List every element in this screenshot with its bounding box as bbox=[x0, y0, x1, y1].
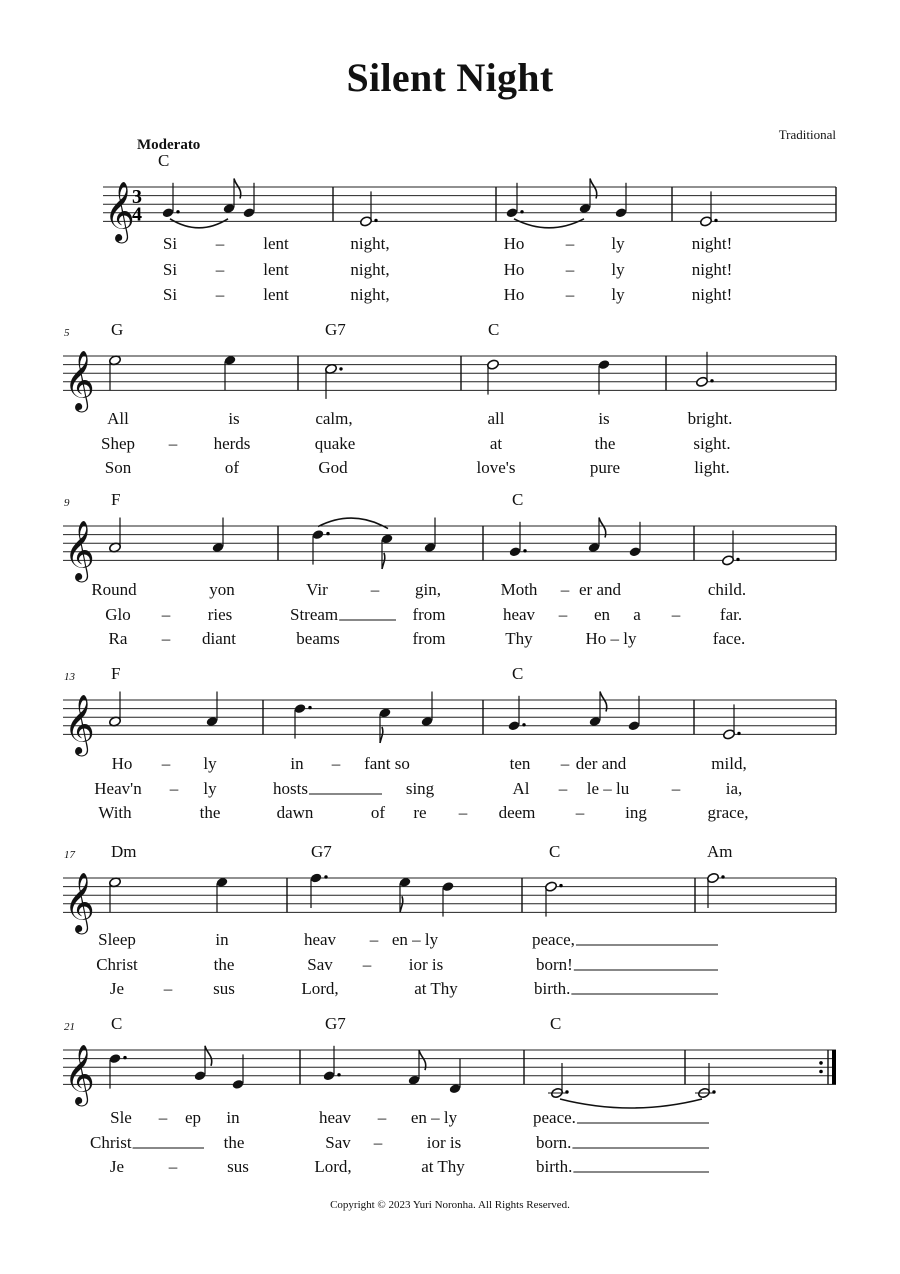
chord-symbol: F bbox=[111, 664, 121, 683]
half-note bbox=[109, 877, 122, 913]
eighth-note bbox=[589, 692, 607, 728]
lyric-line-verse-2 bbox=[94, 779, 742, 798]
lyric-syllable: Round bbox=[91, 580, 137, 599]
lyric-hyphen: – bbox=[161, 629, 171, 648]
lyric-syllable: peace. bbox=[533, 1108, 576, 1127]
lyric-syllable: ly bbox=[203, 779, 217, 798]
lyric-hyphen: – bbox=[565, 260, 575, 279]
quarter-note bbox=[310, 872, 328, 908]
lyric-syllable: lent bbox=[263, 285, 289, 304]
quarter-note bbox=[216, 877, 229, 913]
lyric-hyphen: – bbox=[558, 605, 568, 624]
half-note bbox=[722, 530, 740, 566]
augmentation-dot bbox=[523, 549, 526, 552]
lyric-hyphen: – bbox=[560, 754, 570, 773]
lyric-syllable: Si bbox=[162, 234, 178, 253]
treble-clef-icon: 𝄞 bbox=[64, 872, 95, 933]
lyric-hyphen: – bbox=[331, 754, 341, 773]
half-note bbox=[548, 1063, 569, 1099]
lyric-syllable: pure bbox=[589, 458, 621, 477]
chord-symbol: C bbox=[550, 1014, 562, 1033]
eighth-note bbox=[408, 1050, 426, 1086]
half-note bbox=[109, 692, 122, 728]
lyric-syllable: birth. bbox=[534, 979, 571, 998]
lyric-syllable: the bbox=[594, 434, 616, 453]
lyric-syllable: en bbox=[593, 605, 611, 624]
chord-symbol: G7 bbox=[325, 320, 346, 339]
quarter-note bbox=[628, 696, 641, 732]
lyric-syllable: Ho bbox=[503, 260, 525, 279]
lyric-syllable: a bbox=[633, 605, 641, 624]
staff-system bbox=[103, 151, 836, 304]
lyric-hyphen: – bbox=[163, 979, 173, 998]
measure-number: 21 bbox=[64, 1021, 75, 1033]
staff-system bbox=[63, 664, 836, 822]
augmentation-dot bbox=[374, 219, 377, 222]
lyric-syllable: the bbox=[199, 803, 221, 822]
lyric-line-verse-1 bbox=[110, 1108, 709, 1127]
eighth-note bbox=[381, 533, 394, 569]
lyric-syllable: Ho bbox=[503, 234, 525, 253]
lyric-syllable: at Thy bbox=[414, 979, 458, 998]
lyric-hyphen: – bbox=[565, 234, 575, 253]
lyric-syllable: ing bbox=[625, 803, 647, 822]
lyric-syllable: Ra bbox=[108, 629, 128, 648]
quarter-note bbox=[232, 1054, 245, 1090]
treble-clef-icon: 𝄞 bbox=[104, 181, 135, 242]
measure-number: 9 bbox=[64, 497, 70, 509]
quarter-note bbox=[508, 696, 526, 732]
lyric-syllable: mild, bbox=[711, 754, 747, 773]
lyric-hyphen: – bbox=[168, 434, 178, 453]
lyric-hyphen: – bbox=[558, 779, 568, 798]
lyric-line-verse-1 bbox=[91, 580, 746, 599]
lyric-line-verse-3 bbox=[110, 979, 718, 998]
chord-symbol: C bbox=[512, 664, 524, 683]
lyric-syllable: Heav'n bbox=[94, 779, 142, 798]
lyric-syllable: Glo bbox=[105, 605, 131, 624]
augmentation-dot bbox=[324, 875, 327, 878]
half-note bbox=[360, 191, 378, 227]
lyric-hyphen: – bbox=[168, 1157, 178, 1176]
lyric-syllable: at bbox=[489, 434, 503, 453]
lyric-syllable: Ho bbox=[503, 285, 525, 304]
lyric-hyphen: – bbox=[215, 260, 225, 279]
augmentation-dot bbox=[176, 210, 179, 213]
lyric-line-verse-3 bbox=[98, 803, 748, 822]
half-note bbox=[109, 518, 122, 554]
lyric-syllable: birth. bbox=[536, 1157, 573, 1176]
composer-credit: Traditional bbox=[778, 127, 836, 142]
lyric-syllable: Je bbox=[109, 979, 125, 998]
quarter-note bbox=[421, 692, 434, 728]
lyric-syllable: le – lu bbox=[586, 779, 630, 798]
quarter-note bbox=[615, 183, 628, 219]
lyric-syllable: Ho bbox=[111, 754, 133, 773]
slur bbox=[170, 219, 228, 228]
quarter-note bbox=[243, 183, 256, 219]
lyric-hyphen: – bbox=[169, 779, 179, 798]
quarter-note bbox=[424, 518, 437, 554]
eighth-note bbox=[588, 518, 606, 554]
quarter-note bbox=[323, 1046, 341, 1082]
lyric-hyphen: – bbox=[565, 285, 575, 304]
lyric-hyphen: – bbox=[215, 285, 225, 304]
augmentation-dot bbox=[522, 723, 525, 726]
augmentation-dot bbox=[326, 532, 329, 535]
eighth-note bbox=[223, 179, 241, 215]
treble-clef-icon: 𝄞 bbox=[64, 694, 95, 755]
lyric-line-verse-2 bbox=[96, 955, 718, 974]
lyric-hyphen: – bbox=[575, 803, 585, 822]
lyric-syllable: Thy bbox=[505, 629, 533, 648]
chord-symbol: G7 bbox=[311, 842, 332, 861]
chord-symbol: C bbox=[512, 490, 524, 509]
lyric-syllable: er and bbox=[578, 580, 622, 599]
time-signature-bottom: 4 bbox=[132, 203, 142, 226]
lyric-syllable: Je bbox=[109, 1157, 125, 1176]
lyric-syllable: at Thy bbox=[421, 1157, 465, 1176]
chord-symbol: Dm bbox=[111, 842, 137, 861]
lyric-line-verse-3 bbox=[105, 458, 730, 477]
half-note bbox=[695, 1063, 716, 1099]
lyric-syllable: ly bbox=[611, 260, 625, 279]
lyric-syllable: is bbox=[598, 409, 610, 428]
lyric-syllable: Stream bbox=[290, 605, 339, 624]
lyric-line-verse-3 bbox=[110, 1157, 709, 1176]
lyric-line-verse-1 bbox=[98, 930, 718, 949]
lyric-syllable: hosts bbox=[273, 779, 308, 798]
lyric-line-verse-1 bbox=[107, 409, 732, 428]
augmentation-dot bbox=[736, 558, 739, 561]
lyric-syllable: All bbox=[107, 409, 129, 428]
time-signature-top: 3 bbox=[132, 186, 142, 209]
lyric-syllable: night, bbox=[350, 260, 390, 279]
lyric-syllable: re bbox=[413, 803, 427, 822]
repeat-dot bbox=[819, 1070, 823, 1074]
lyric-syllable: sight. bbox=[693, 434, 731, 453]
lyric-syllable: night! bbox=[691, 234, 733, 253]
lyric-syllable: night! bbox=[691, 285, 733, 304]
lyric-syllable: is bbox=[228, 409, 240, 428]
lyric-syllable: heav bbox=[318, 1108, 352, 1127]
lyric-syllable: ly bbox=[611, 285, 625, 304]
lyric-line-verse-1 bbox=[112, 754, 747, 773]
quarter-note bbox=[206, 692, 219, 728]
augmentation-dot bbox=[337, 1073, 340, 1076]
copyright-footer: Copyright © 2023 Yuri Noronha. All Rights Reserved. bbox=[330, 1199, 570, 1211]
eighth-note bbox=[579, 179, 597, 215]
lyric-syllable: from bbox=[412, 605, 446, 624]
lyric-syllable: Son bbox=[104, 458, 132, 477]
lyric-line-verse-2 bbox=[101, 434, 731, 453]
quarter-note bbox=[629, 522, 642, 558]
lyric-syllable: sus bbox=[213, 979, 235, 998]
quarter-note bbox=[162, 183, 180, 219]
lyric-line-verse-2 bbox=[163, 260, 732, 279]
lyric-syllable: der and bbox=[575, 754, 627, 773]
chord-symbol: G7 bbox=[325, 1014, 346, 1033]
lyric-syllable: fant so bbox=[364, 754, 410, 773]
augmentation-dot bbox=[565, 1090, 568, 1093]
lyric-syllable: in bbox=[290, 754, 304, 773]
lyric-syllable: in bbox=[226, 1108, 240, 1127]
lyric-syllable: Al bbox=[512, 779, 530, 798]
lyric-syllable: Lord, bbox=[314, 1157, 352, 1176]
lyric-line-verse-2 bbox=[90, 1133, 709, 1152]
chord-symbol: C bbox=[158, 151, 170, 170]
measure-number: 5 bbox=[64, 327, 70, 339]
lyric-syllable: Vir bbox=[306, 580, 328, 599]
lyric-syllable: night, bbox=[350, 234, 390, 253]
half-note bbox=[707, 872, 725, 908]
half-note bbox=[109, 355, 122, 391]
lyric-hyphen: – bbox=[215, 234, 225, 253]
half-note bbox=[723, 704, 741, 740]
half-note bbox=[700, 191, 718, 227]
slur bbox=[318, 518, 388, 529]
lyric-hyphen: – bbox=[373, 1133, 383, 1152]
augmentation-dot bbox=[714, 219, 717, 222]
quarter-note bbox=[506, 183, 524, 219]
slur bbox=[514, 219, 584, 228]
lyric-syllable: deem bbox=[498, 803, 536, 822]
lyric-syllable: the bbox=[213, 955, 235, 974]
chord-symbol: C bbox=[111, 1014, 123, 1033]
augmentation-dot bbox=[737, 732, 740, 735]
lyric-syllable: of bbox=[224, 458, 240, 477]
treble-clef-icon: 𝄞 bbox=[64, 350, 95, 411]
lyric-hyphen: – bbox=[377, 1108, 387, 1127]
lyric-syllable: the bbox=[223, 1133, 245, 1152]
lyric-syllable: Si bbox=[162, 285, 178, 304]
chord-symbol: Am bbox=[707, 842, 733, 861]
quarter-note bbox=[294, 703, 312, 739]
eighth-note bbox=[379, 707, 392, 743]
flag bbox=[205, 1046, 212, 1066]
quarter-note bbox=[509, 522, 527, 558]
lyric-syllable: of bbox=[370, 803, 386, 822]
treble-clef-icon: 𝄞 bbox=[64, 1044, 95, 1105]
lyric-syllable: grace, bbox=[707, 803, 749, 822]
half-note bbox=[325, 363, 343, 399]
lyric-syllable: ly bbox=[203, 754, 217, 773]
lyric-hyphen: – bbox=[161, 754, 171, 773]
lyric-syllable: Sle bbox=[110, 1108, 132, 1127]
lyric-syllable: Si bbox=[162, 260, 178, 279]
lyric-syllable: bright. bbox=[687, 409, 733, 428]
repeat-dot bbox=[819, 1061, 823, 1065]
lyric-syllable: gin, bbox=[415, 580, 441, 599]
lyric-line-verse-2 bbox=[105, 605, 742, 624]
song-title: Silent Night bbox=[346, 55, 554, 100]
augmentation-dot bbox=[710, 379, 713, 382]
half-note bbox=[545, 881, 563, 917]
lyric-syllable: diant bbox=[202, 629, 236, 648]
chord-symbol: F bbox=[111, 490, 121, 509]
repeat-barline-thick bbox=[832, 1050, 836, 1084]
lyric-syllable: ia, bbox=[725, 779, 743, 798]
lyric-syllable: sus bbox=[227, 1157, 249, 1176]
lyric-syllable: Shep bbox=[101, 434, 135, 453]
quarter-note bbox=[109, 1053, 127, 1089]
lyric-syllable: born. bbox=[536, 1133, 572, 1152]
staff-system bbox=[63, 842, 836, 998]
lyric-syllable: en – ly bbox=[391, 930, 439, 949]
measure-number: 17 bbox=[64, 849, 75, 861]
lyric-syllable: Sleep bbox=[98, 930, 136, 949]
lyric-syllable: from bbox=[412, 629, 446, 648]
augmentation-dot bbox=[123, 1056, 126, 1059]
lyric-hyphen: – bbox=[560, 580, 570, 599]
half-note bbox=[487, 359, 500, 395]
quarter-note bbox=[449, 1059, 462, 1095]
augmentation-dot bbox=[721, 875, 724, 878]
lyric-syllable: face. bbox=[712, 629, 746, 648]
lyric-syllable: night, bbox=[350, 285, 390, 304]
lyric-syllable: heav bbox=[502, 605, 536, 624]
lyric-syllable: Christ bbox=[90, 1133, 132, 1152]
eighth-note bbox=[399, 877, 412, 913]
lyric-hyphen: – bbox=[370, 580, 380, 599]
lyric-syllable: ly bbox=[611, 234, 625, 253]
lyric-syllable: ries bbox=[207, 605, 233, 624]
lyric-syllable: night! bbox=[691, 260, 733, 279]
half-note bbox=[696, 352, 714, 388]
lyric-syllable: love's bbox=[476, 458, 516, 477]
lyric-hyphen: – bbox=[671, 779, 681, 798]
lyric-syllable: child. bbox=[707, 580, 747, 599]
lyric-syllable: ep bbox=[184, 1108, 202, 1127]
lyric-syllable: heav bbox=[303, 930, 337, 949]
lyric-syllable: Ho – ly bbox=[585, 629, 637, 648]
quarter-note bbox=[212, 518, 225, 554]
lyric-hyphen: – bbox=[458, 803, 468, 822]
lyric-syllable: in bbox=[215, 930, 229, 949]
lyric-hyphen: – bbox=[362, 955, 372, 974]
lyric-syllable: quake bbox=[314, 434, 356, 453]
lyric-syllable: all bbox=[487, 409, 505, 428]
augmentation-dot bbox=[308, 706, 311, 709]
lyric-syllable: lent bbox=[263, 260, 289, 279]
lyric-line-verse-3 bbox=[109, 629, 746, 648]
treble-clef-icon: 𝄞 bbox=[64, 520, 95, 581]
tempo-marking: Moderato bbox=[137, 137, 201, 153]
quarter-note bbox=[224, 355, 237, 391]
lyric-syllable: God bbox=[318, 458, 348, 477]
staff-system bbox=[63, 1014, 836, 1176]
lyric-syllable: lent bbox=[263, 234, 289, 253]
lyric-hyphen: – bbox=[158, 1108, 168, 1127]
lyric-syllable: en – ly bbox=[410, 1108, 458, 1127]
chord-symbol: C bbox=[549, 842, 561, 861]
quarter-note bbox=[598, 359, 611, 395]
chord-symbol: G bbox=[111, 320, 124, 339]
lyric-syllable: Sav bbox=[325, 1133, 351, 1152]
lyric-syllable: With bbox=[98, 803, 132, 822]
lyric-syllable: herds bbox=[213, 434, 251, 453]
lyric-syllable: light. bbox=[694, 458, 730, 477]
lyric-syllable: ten bbox=[509, 754, 531, 773]
lyric-syllable: dawn bbox=[276, 803, 314, 822]
lyric-hyphen: – bbox=[161, 605, 171, 624]
lyric-syllable: yon bbox=[209, 580, 235, 599]
lyric-syllable: Lord, bbox=[301, 979, 339, 998]
lyric-syllable: ior is bbox=[426, 1133, 462, 1152]
measure-number: 13 bbox=[64, 671, 75, 683]
lyric-hyphen: – bbox=[369, 930, 379, 949]
lyric-syllable: sing bbox=[405, 779, 435, 798]
lyric-line-verse-3 bbox=[163, 285, 732, 304]
lyric-syllable: Christ bbox=[96, 955, 138, 974]
lyric-syllable: far. bbox=[719, 605, 743, 624]
augmentation-dot bbox=[520, 210, 523, 213]
lyric-syllable: Moth bbox=[500, 580, 538, 599]
lyric-syllable: peace, bbox=[532, 930, 575, 949]
augmentation-dot bbox=[559, 884, 562, 887]
lyric-syllable: born! bbox=[536, 955, 573, 974]
lyric-syllable: calm, bbox=[315, 409, 353, 428]
quarter-note bbox=[442, 881, 455, 917]
lyric-syllable: Sav bbox=[307, 955, 333, 974]
chord-symbol: C bbox=[488, 320, 500, 339]
lyric-syllable: ior is bbox=[408, 955, 444, 974]
slur bbox=[560, 1099, 702, 1108]
augmentation-dot bbox=[339, 367, 342, 370]
staff-system bbox=[63, 490, 836, 648]
augmentation-dot bbox=[712, 1090, 715, 1093]
lyric-line-verse-1 bbox=[163, 234, 732, 253]
lyric-hyphen: – bbox=[671, 605, 681, 624]
quarter-note bbox=[312, 529, 330, 565]
staff-system bbox=[63, 320, 836, 477]
lyric-syllable: beams bbox=[296, 629, 340, 648]
